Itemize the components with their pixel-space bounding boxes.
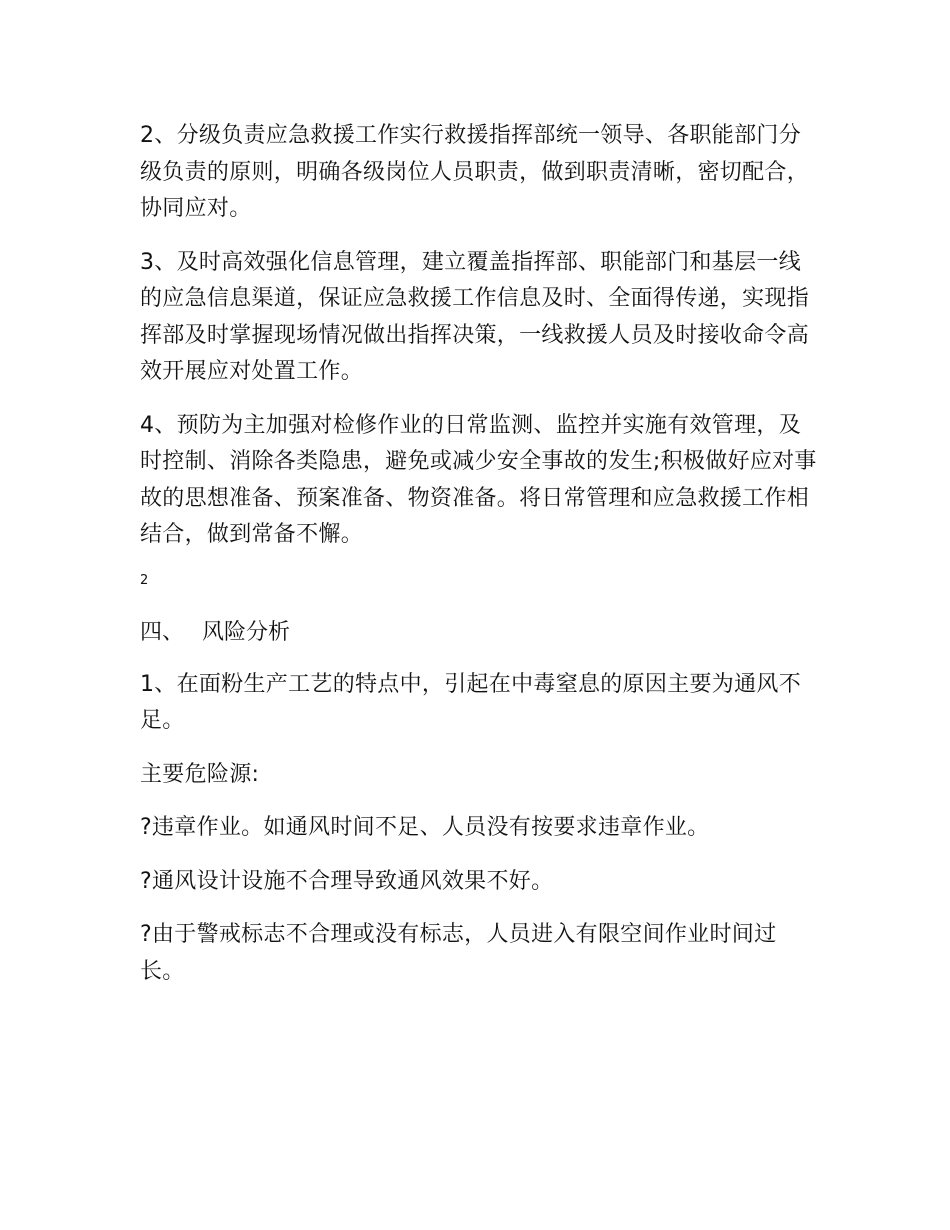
section-heading: [140, 615, 820, 651]
hazard-item-1: ?违章作业。如通风时间不足、人员没有按要求违章作业。: [140, 815, 710, 840]
hazard-item-2: ?通风设计设施不合理导致通风效果不好。: [140, 868, 554, 894]
paragraph-cause: 1、在面粉生产工艺的特点中，引起在中毒窒息的原因主要为通风不足。: [140, 671, 801, 733]
hazard-item-3: ?由于警戒标志不合理或没有标志，人员进入有限空间作业时间过长。: [140, 922, 777, 984]
paragraph-information-management: 3、及时高效强化信息管理，建立覆盖指挥部、职能部门和基层一线的应急信息渠道，保证应急救援工作信息及时、全面得传递，实现指挥部及时掌握现场情况做出指挥决策，一线救援人员及时接收命令高效开展应对处置工作。: [140, 249, 810, 384]
page-number: 2: [140, 572, 149, 588]
paragraph-graded-responsibility: 2、分级负责应急救援工作实行救援指挥部统一领导、各职能部门分级负责的原则，明确各级岗位人员职责，做到职责清晰，密切配合，协同应对。: [140, 123, 810, 221]
paragraph-prevention: 4、预防为主加强对检修作业的日常监测、监控并实施有效管理，及时控制、消除各类隐患，避免或减少安全事故的发生;积极做好应对事故的思想准备、预案准备、物资准备。将日常管理和应急救援工作相结合，做到常备不懈。: [140, 412, 817, 547]
document-page: [140, 118, 820, 1007]
section-number: 四、: [140, 619, 185, 645]
hazards-label: 主要危险源:: [140, 761, 260, 787]
section-title: 风险分析: [202, 619, 291, 645]
